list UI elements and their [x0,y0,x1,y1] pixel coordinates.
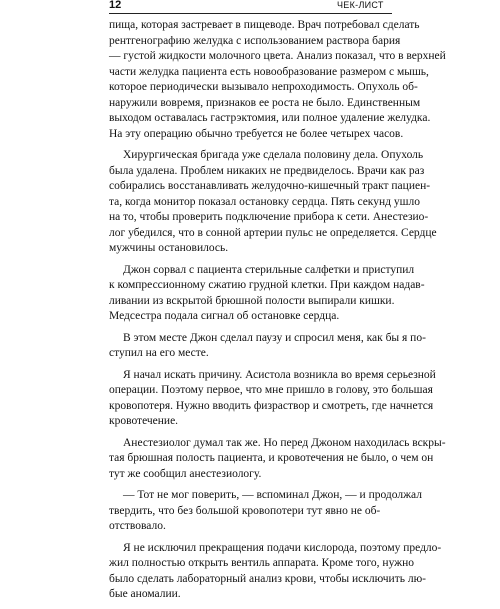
paragraph [109,263,425,325]
text-line: операции. Поэтому первое, что мне пришло в голову, это большая [109,384,433,396]
text-line: твердить, что без большой кровопотери тут явно не об- [109,504,381,517]
text-line: было сделать лабораторный анализ крови, чтобы исключить лю- [109,572,427,585]
text-line: В этом месте Джон сделал паузу и спросил меня, как бы я по- [123,331,426,344]
page-header [109,0,392,14]
text-line: была удалена. Проблем никаких не предвиделось. Врачи как раз [109,164,425,177]
paragraph [109,331,426,362]
paragraph [109,488,422,535]
text-line: рентгенографию желудка с использованием раствора бария [109,34,401,47]
text-line: — густой жидкости молочного цвета. Анализ показал, что в верхней [109,50,446,62]
text-line: кровотечение. [109,415,179,427]
paragraph [109,368,436,430]
text-line: наружили вовремя, признаков ее роста не было. Единственным [109,96,421,109]
text-line: жил полностью открыть вентиль аппарата. Кроме того, нужно [109,557,415,569]
text-line: ливании из вскрытой брюшной полости выпирали кишки. [109,294,395,307]
text-line: мужчины остановилось. [109,242,229,254]
page-number: 12 [109,0,122,11]
text-line: выходом оставалась гастрэктомия, или полное удаление желудка. [109,112,431,124]
text-line: собирались восстанавливать желудочно-кишечный тракт пациен- [109,180,431,192]
text-line: которое периодически вызывало непроходимость. Опухоль об- [109,81,418,93]
text-line: отствовало. [109,520,166,532]
paragraph [109,148,437,257]
text-line: Я начал искать причину. Асистола возникла во время серьезной [123,368,436,381]
text-line: тая брюшная полость пациента, и кровотечения не было, о чем он [109,452,434,464]
text-line: к компрессионному сжатию грудной клетки. При каждом надав- [109,279,425,291]
paragraph [109,436,446,483]
running-head: ЧЕК-ЛИСТ [337,0,384,10]
text-line: та, когда монитор показал остановку сердца. Пять секунд ушло [109,195,420,208]
text-line: — Тот не мог поверить, — вспоминал Джон, — и продолжал [123,489,422,501]
text-line: На эту операцию обычно требуется не более четырех часов. [109,127,404,140]
text-line: Хирургическая бригада уже сделала половину дела. Опухоль [123,149,424,161]
text-line: кровопотеря. Нужно вводить физраствор и смотреть, где начнется [109,399,434,412]
text-line: бые аномалии. [109,588,181,600]
text-line: части желудка пациента есть новообразование размером с мышь, [109,65,429,78]
text-line: лог убедился, что в сонной артерии пульс не определяется. Сердце [109,226,437,239]
text-line: на то, чтобы проверить подключение прибора к сети. Анестезио- [109,211,429,223]
paragraph [109,541,442,603]
body-text [109,18,446,609]
text-line: Джон сорвал с пациента стерильные салфетки и приступил [123,263,415,276]
text-line: Я не исключил прекращения подачи кислорода, поэтому предло- [123,541,442,554]
text-line: Медсестра подала сигнал об остановке сердца. [109,310,340,322]
text-line: пища, которая застревает в пищеводе. Врач потребовал сделать [109,19,420,31]
paragraph [109,18,446,142]
text-line: Анестезиолог думал так же. Но перед Джоном находилась вскры- [123,436,446,449]
text-line: ступил на его месте. [109,347,209,359]
text-line: тут же сообщил анестезиологу. [109,467,262,480]
